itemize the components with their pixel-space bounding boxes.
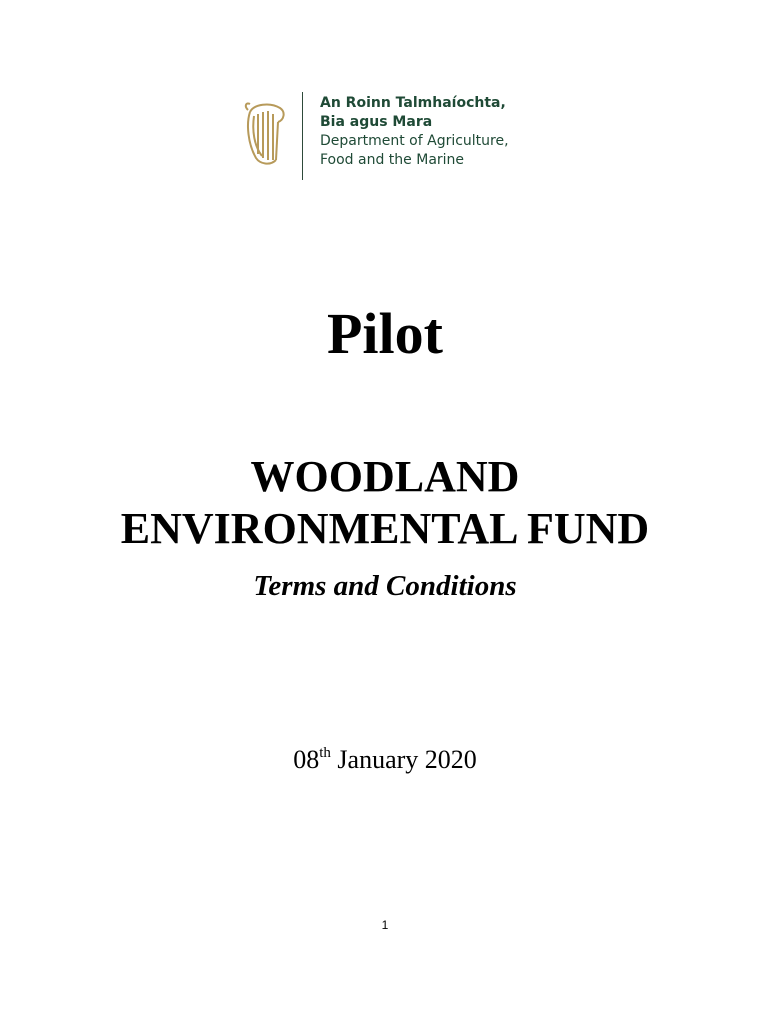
irish-name-line-2: Bia agus Mara [320, 114, 433, 130]
english-name-line-2: Food and the Marine [320, 152, 465, 168]
document-title-line-1: WOODLAND [250, 452, 520, 501]
document-title-line-2: ENVIRONMENTAL FUND [120, 504, 650, 553]
document-subtitle: Terms and Conditions [253, 570, 517, 602]
department-logo [240, 92, 540, 182]
pilot-heading: Pilot [327, 301, 443, 366]
department-name [320, 94, 509, 170]
document-date [0, 744, 770, 776]
harp-emblem-icon [240, 100, 290, 170]
irish-name-line-1: An Roinn Talmhaíochta, [320, 95, 506, 111]
english-name-line-1: Department of Agriculture, [320, 133, 509, 149]
logo-divider [302, 92, 303, 180]
document-title [0, 451, 770, 555]
date-ordinal-suffix: th [319, 745, 331, 761]
date-month-year: January 2020 [330, 745, 477, 774]
page-number: 1 [381, 918, 389, 932]
date-day: 08 [293, 745, 320, 774]
